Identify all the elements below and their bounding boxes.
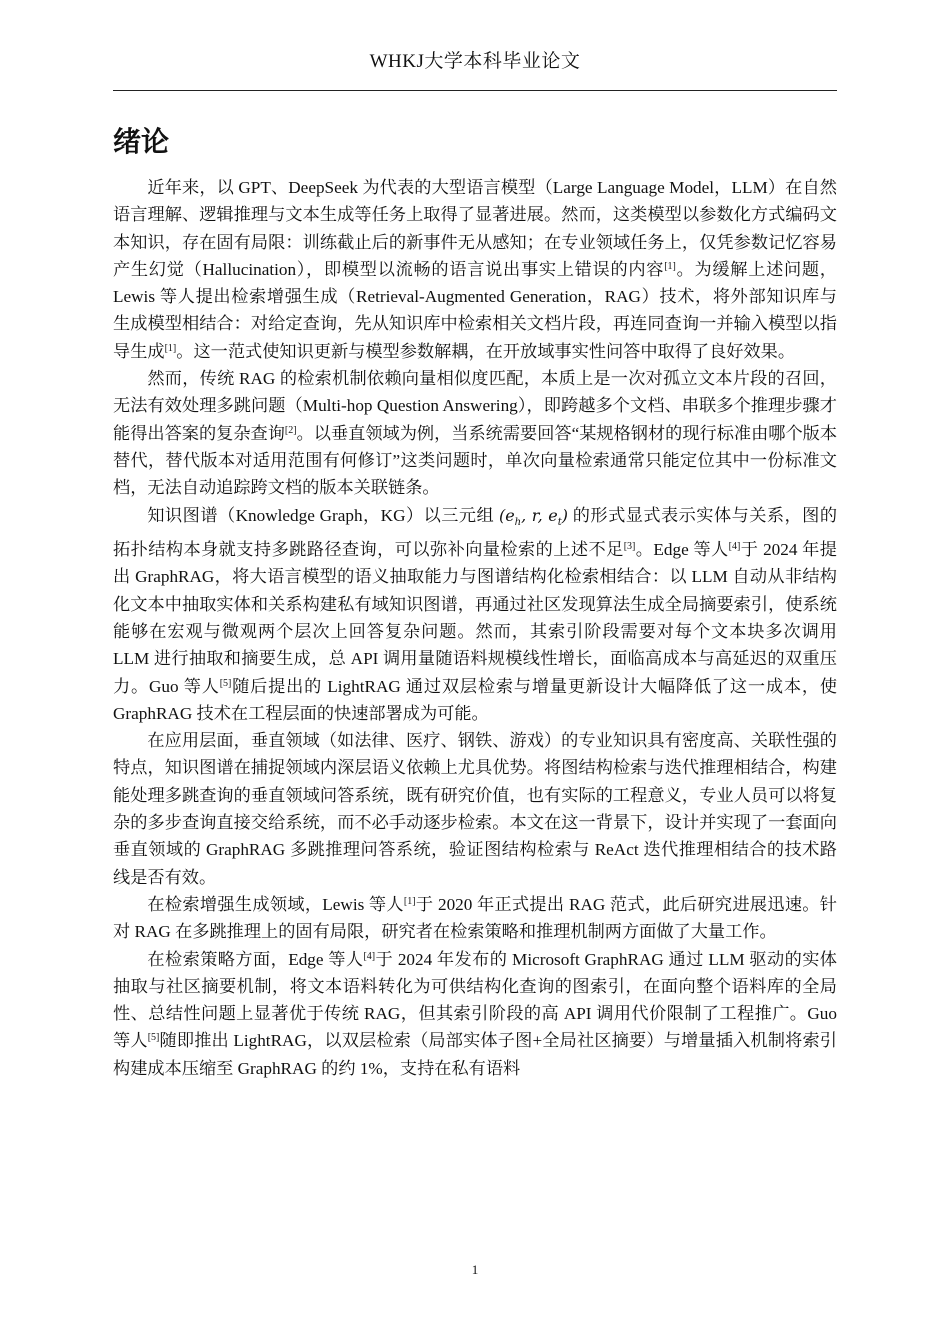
paragraph-5	[113, 891, 837, 946]
body-text	[113, 174, 837, 1082]
text-run: 。Edge 等人	[635, 540, 729, 560]
math-subscript: t	[557, 516, 562, 528]
paragraph-6	[113, 946, 837, 1082]
text-run: 。以垂直领域为例，当系统需要回答“某规格钢材的现行标准由哪个版本替代，替代版本对适用范围有何修订”这类问题时，单次向量检索通常只能定位其中一份标准文档，无法自动追踪跨文档的版本关联链条。	[113, 423, 838, 498]
text-run: 随即推出 LightRAG，以双层检索（局部实体子图+全局社区摘要）与增量插入机制将索引构建成本压缩至 GraphRAG 的约 1%，支持在私有语料	[113, 1031, 837, 1078]
text-run: 然而，传统 RAG 的检索机制依赖向量相似度匹配，本质上是一次对孤立文本片段的召回，无法有效处理多跳问题（Multi-hop Question Answering），即跨越多个文档、串联多个推理步骤才能得出答案的复杂查询	[113, 369, 837, 443]
citation: [5]	[219, 677, 232, 689]
triple-formula	[498, 505, 569, 528]
citation: [4]	[728, 541, 741, 553]
citation: [2]	[284, 424, 297, 436]
math-symbol: e	[505, 505, 515, 525]
paragraph-4	[113, 727, 837, 891]
text-run: 知识图谱（Knowledge Graph，KG）以三元组	[147, 505, 495, 525]
citation: [1]	[664, 260, 676, 272]
paragraph-3	[113, 502, 837, 728]
citation: [3]	[623, 541, 636, 553]
page-number: 1	[471, 1262, 479, 1277]
citation: [5]	[147, 1032, 160, 1044]
text-run: 在检索策略方面，Edge 等人	[147, 949, 364, 969]
math-paren: )	[561, 505, 569, 525]
citation: [1]	[164, 342, 177, 354]
text-run: 在检索增强生成领域，Lewis 等人	[147, 894, 404, 914]
paragraph-1	[113, 174, 837, 365]
math-symbol: e	[548, 505, 558, 525]
text-run: 在应用层面，垂直领域（如法律、医疗、钢铁、游戏）的专业知识具有密度高、关联性强的特点，知识图谱在捕捉领域内深层语义依赖上尤具优势。将图结构检索与迭代推理相结合，构建能处理多跳查询的垂直领域问答系统，既有研究价值，也有实际的工程意义，专业人员可以将复杂的多步查询直接交给系统，而不必手动逐步检索。本文在这一背景下，设计并实现了一套面向垂直领域的 GraphRAG 多跳推理问答系统，验证图结构检索与 ReAct 迭代推理相结合的技术路线是否有效。	[113, 731, 837, 887]
chapter-title: 绪论	[113, 125, 170, 158]
citation: [1]	[403, 895, 416, 907]
text-run: 。这一范式使知识更新与模型参数解耦，在开放域事实性问答中取得了良好效果。	[176, 341, 796, 361]
text-run: 的形式显式表示实体与关系，图的拓扑结构本身就支持多跳路径查询，可以弥补向量检索的上述不足	[113, 505, 838, 560]
math-symbol: , r,	[521, 505, 549, 525]
math-subscript: h	[514, 516, 522, 528]
citation: [4]	[363, 950, 376, 962]
text-run: 于 2020 年正式提出 RAG 范式，此后研究进展迅速。针对 RAG 在多跳推理上的固有局限，研究者在检索策略和推理机制两方面做了大量工作。	[113, 894, 837, 942]
text-run: 。为缓解上述问题，Lewis 等人提出检索增强生成（Retrieval-Augmented Generation，RAG）技术，将外部知识库与生成模型相结合：对给定查询，先从知识库中检索相关文档片段，再连同查询一并输入模型以指导生成	[113, 259, 837, 361]
running-header-title: WHKJ大学本科毕业论文	[369, 51, 581, 72]
text-run: 随后提出的 LightRAG 通过双层检索与增量更新设计大幅降低了这一成本，使 GraphRAG 技术在工程层面的快速部署成为可能。	[113, 676, 838, 723]
math-paren: (	[498, 505, 506, 525]
text-run: 于 2024 年发布的 Microsoft GraphRAG 通过 LLM 驱动的实体抽取与社区摘要机制，将文本语料转化为可供结构化查询的图索引，在面向整个语料库的全局性、总结性问题上显著优于传统 RAG，但其索引阶段的高 API 调用代价限制了工程推广。Guo 等人	[113, 949, 837, 1051]
header-rule	[113, 90, 837, 91]
text-run: 近年来，以 GPT、DeepSeek 为代表的大型语言模型（Large Language Model，LLM）在自然语言理解、逻辑推理与文本生成等任务上取得了显著进展。然而，这类模型以参数化方式编码文本知识，存在固有局限：训练截止后的新事件无从感知；在专业领域任务上，仅凭参数记忆容易产生幻觉（Hallucination），即模型以流畅的语言说出事实上错误的内容	[113, 178, 837, 279]
text-run: 于 2024 年提出 GraphRAG，将大语言模型的语义抽取能力与图谱结构化检索相结合：以 LLM 自动从非结构化文本中抽取实体和关系构建私有域知识图谱，再通过社区发现算法生成全局摘要索引，使系统能够在宏观与微观两个层次上回答复杂问题。然而，其索引阶段需要对每个文本块多次调用 LLM 进行抽取和摘要生成，总 API 调用量随语料规模线性增长，面临高成本与高延迟的双重压力。Guo 等人	[113, 540, 837, 696]
paragraph-2	[113, 365, 837, 501]
